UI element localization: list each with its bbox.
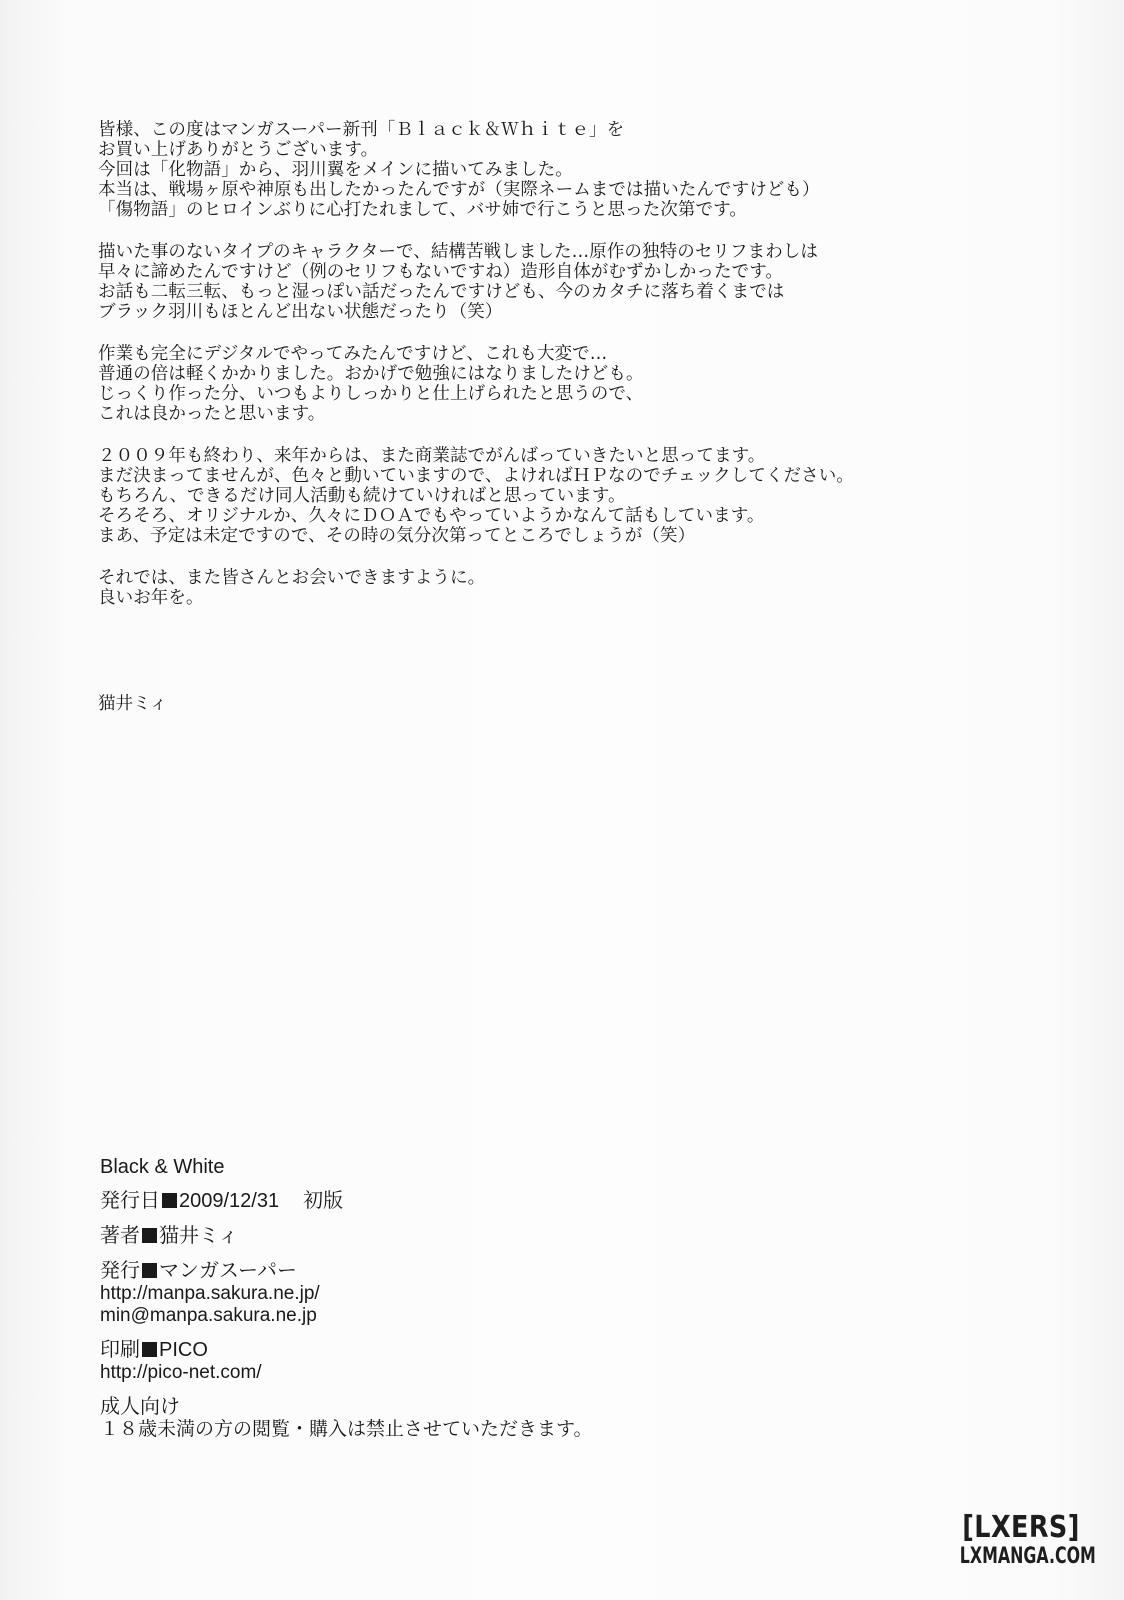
publication-date-row <box>100 1190 800 1213</box>
author-value: 猫井ミィ <box>159 1225 239 1247</box>
afterword-paragraph <box>98 446 1058 546</box>
watermark-bottom: LXMANGA.COM <box>959 1544 1096 1569</box>
black-square-icon <box>142 1263 157 1278</box>
afterword-line: 早々に諦めたんですけど（例のセリフもないですね）造形自体がむずかしかったです。 <box>98 262 783 282</box>
black-square-icon <box>142 1342 157 1357</box>
publisher-email: min@manpa.sakura.ne.jp <box>100 1305 317 1326</box>
printer-block <box>100 1339 800 1384</box>
publisher-label: 発行 <box>100 1260 140 1282</box>
adult-notice: １８歳未満の方の閲覧・購入は禁止させていただきます。 <box>100 1419 593 1440</box>
publisher-url: http://manpa.sakura.ne.jp/ <box>100 1283 320 1304</box>
afterword-line: まだ決まってませんが、色々と動いていますので、よければＨＰなのでチェックしてください。 <box>98 466 854 486</box>
book-title: Black & White <box>100 1156 225 1178</box>
afterword-line: じっくり作った分、いつもよりしっかりと仕上げられたと思うので、 <box>98 384 644 404</box>
afterword-line: お話も二転三転、もっと湿っぽい話だったんですけども、今のカタチに落ち着くまでは <box>98 282 785 302</box>
printer-url: http://pico-net.com/ <box>100 1362 262 1383</box>
printer-value: PICO <box>159 1339 208 1361</box>
afterword-paragraph <box>98 120 1058 220</box>
author-label: 著者 <box>100 1225 140 1247</box>
afterword-line: それでは、また皆さんとお会いできますように。 <box>98 568 486 588</box>
afterword-line: 「傷物語」のヒロインぶりに心打たれまして、バサ姉で行こうと思った次第です。 <box>98 200 747 220</box>
afterword-line: まあ、予定は未定ですので、その時の気分次第ってところでしょうが（笑） <box>98 526 696 546</box>
afterword-paragraph <box>98 242 1058 322</box>
adult-notice-block <box>100 1396 800 1441</box>
afterword-line: これは良かったと思います。 <box>98 404 326 424</box>
edition-label: 初版 <box>303 1190 344 1212</box>
afterword-line: 作業も完全にデジタルでやってみたんですけど、これも大変で… <box>98 344 608 364</box>
date-value: 2009/12/31 <box>179 1190 280 1212</box>
watermark-top: [LXERS] <box>962 1510 1080 1545</box>
afterword-line: 描いた事のないタイプのキャラクターで、結構苦戦しました…原作の独特のセリフまわしは <box>98 242 819 262</box>
author-row <box>100 1225 800 1248</box>
afterword-line: 普通の倍は軽くかかりました。おかげで勉強にはなりましたけども。 <box>98 364 644 384</box>
afterword-line: 良いお年を。 <box>98 588 204 608</box>
black-square-icon <box>162 1193 177 1208</box>
printer-label: 印刷 <box>100 1339 140 1361</box>
scanlation-watermark <box>936 1512 1106 1578</box>
afterword-line: ２００９年も終わり、来年からは、また商業誌でがんばっていきたいと思ってます。 <box>98 446 766 466</box>
publisher-block <box>100 1260 800 1327</box>
afterword-line: お買い上げありがとうございます。 <box>98 140 379 160</box>
afterword <box>98 120 1058 630</box>
colophon <box>100 1155 800 1453</box>
afterword-line: 皆様、この度はマンガスーパー新刊「Ｂｌａｃｋ＆Ｗｈｉｔｅ」を <box>98 120 625 140</box>
afterword-line: 今回は「化物語」から、羽川翼をメインに描いてみました。 <box>98 160 573 180</box>
publisher-value: マンガスーパー <box>159 1260 297 1282</box>
black-square-icon <box>142 1228 157 1243</box>
afterword-paragraph <box>98 344 1058 424</box>
afterword-line: ブラック羽川もほとんど出ない状態だったり（笑） <box>98 302 503 322</box>
author-signature: 猫井ミィ <box>98 694 168 714</box>
afterword-line: 本当は、戦場ヶ原や神原も出したかったんですが（実際ネームまでは描いたんですけども） <box>98 180 820 200</box>
afterword-line: そろそろ、オリジナルか、久々にＤＯＡでもやっていようかなんて話もしています。 <box>98 506 765 526</box>
adult-label: 成人向け <box>100 1396 180 1418</box>
afterword-paragraph <box>98 568 1058 608</box>
afterword-line: もちろん、できるだけ同人活動も続けていければと思っています。 <box>98 486 626 506</box>
date-label: 発行日 <box>100 1190 160 1212</box>
